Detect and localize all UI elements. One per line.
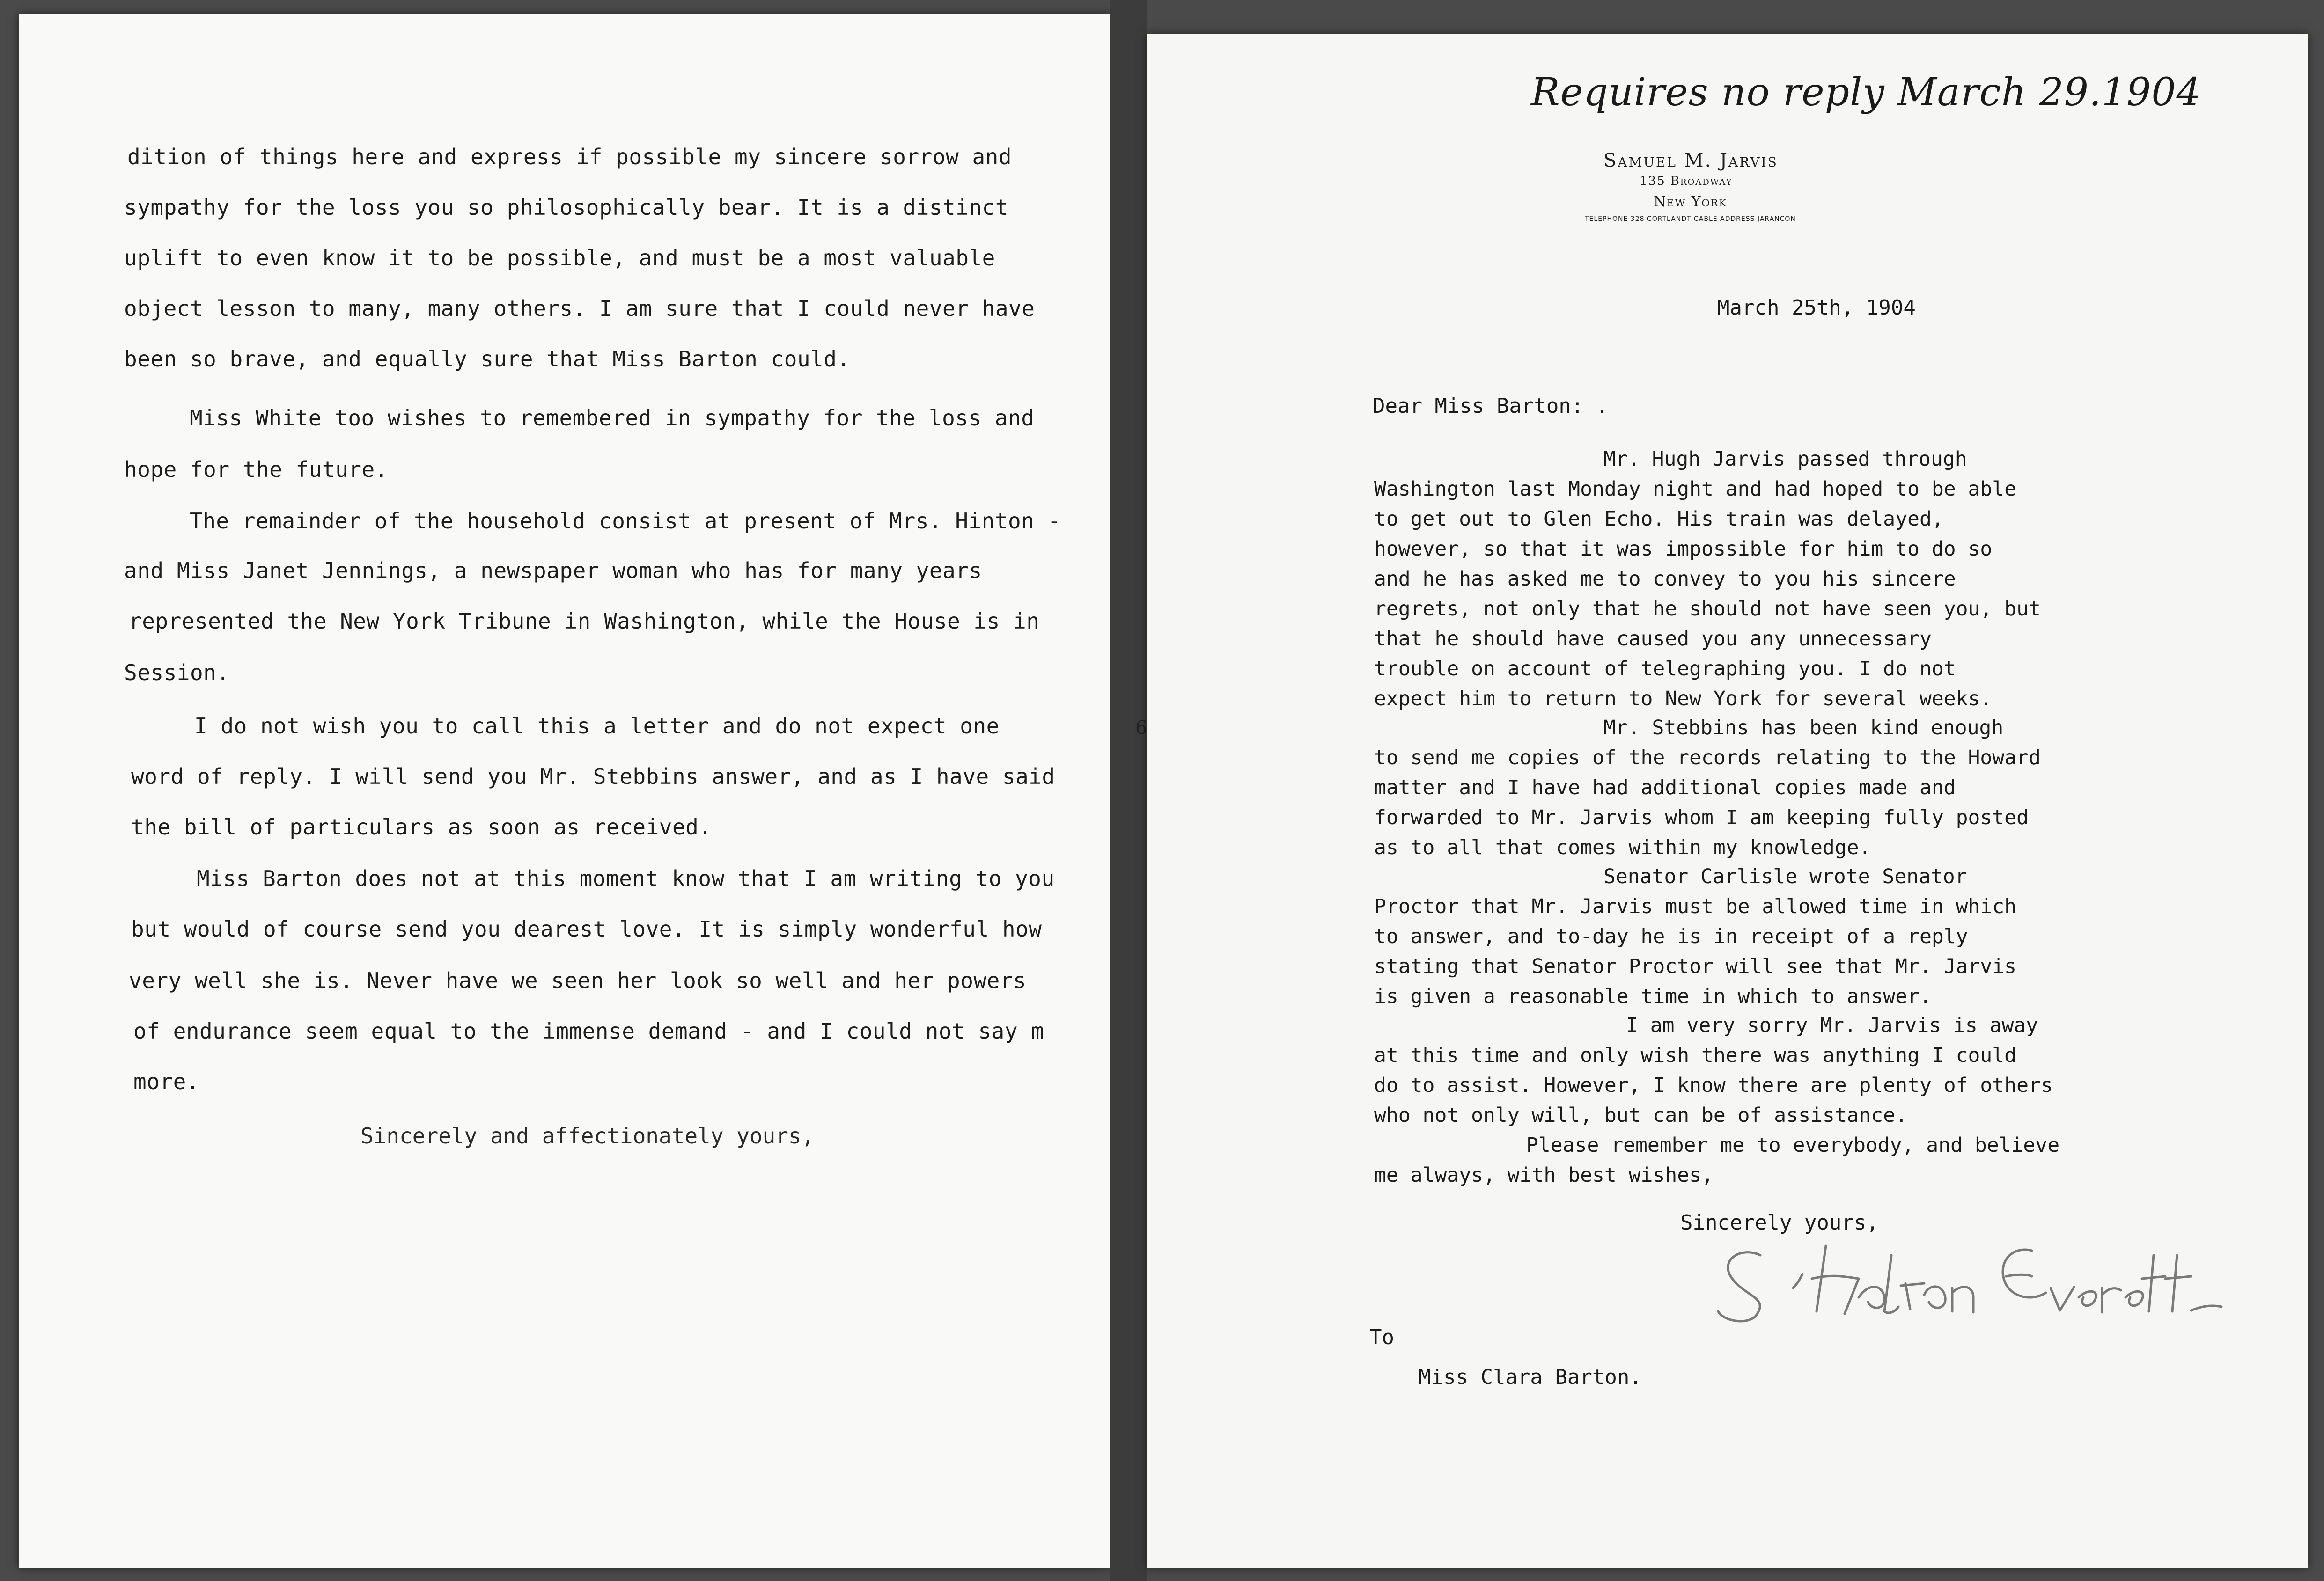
left-line: object lesson to many, many others. I am sure that I could never have — [124, 296, 1035, 321]
left-line: of endurance seem equal to the immense demand - and I could not say m — [133, 1018, 1044, 1044]
body-line: who not only will, but can be of assistance. — [1374, 1104, 1908, 1127]
salutation: Dear Miss Barton: . — [1373, 394, 1609, 418]
left-line: I do not wish you to call this a letter and do not expect one — [194, 713, 1000, 739]
handwritten-annotation: Requires no reply March 29.1904 — [1531, 70, 2201, 115]
left-line: sympathy for the loss you so philosophically bear. It is a distinct — [124, 195, 1009, 220]
body-line: trouble on account of telegraphing you. I do not — [1374, 657, 1956, 681]
body-line: to get out to Glen Echo. His train was delayed, — [1374, 507, 1944, 531]
recipient-name: Miss Clara Barton. — [1419, 1365, 1642, 1389]
body-line: stating that Senator Proctor will see that Mr. Jarvis — [1374, 955, 2017, 978]
body-line: that he should have caused you any unnecessary — [1374, 627, 1932, 651]
left-line: hope for the future. — [124, 457, 388, 482]
gutter-mark: 6 — [1135, 717, 1147, 739]
left-line: but would of course send you dearest love. It is simply wonderful how — [131, 916, 1042, 942]
letterhead-name: Samuel M. Jarvis — [1603, 150, 1778, 171]
book-gutter — [1110, 0, 1147, 1581]
body-line: to send me copies of the records relating to the Howard — [1374, 746, 2041, 769]
letterhead-address-city: New York — [1654, 194, 1728, 210]
body-line: me always, with best wishes, — [1374, 1164, 1714, 1187]
letterhead-telephone: TELEPHONE 328 CORTLANDT CABLE ADDRESS JARANCON — [1585, 215, 1796, 223]
body-line: Please remember me to everybody, and believe — [1526, 1134, 2060, 1157]
signature-image — [1704, 1227, 2228, 1325]
letter-date: March 25th, 1904 — [1717, 296, 1916, 320]
left-line: more. — [133, 1069, 199, 1094]
left-line: Miss White too wishes to remembered in sympathy for the loss and — [190, 405, 1035, 431]
left-closing: Sincerely and affectionately yours, — [360, 1123, 815, 1149]
left-line: uplift to even know it to be possible, and must be a most valuable — [124, 245, 995, 271]
body-line: Proctor that Mr. Jarvis must be allowed time in which — [1374, 895, 2017, 918]
body-line: regrets, not only that he should not have seen you, but — [1374, 597, 2041, 621]
to-label: To — [1369, 1325, 1394, 1349]
left-line: the bill of particulars as soon as received. — [131, 814, 712, 840]
left-line: dition of things here and express if possible my sincere sorrow and — [127, 144, 1012, 169]
right-letter-page — [1147, 34, 2308, 1568]
body-line: however, so that it was impossible for him to do so — [1374, 537, 1993, 561]
left-line: Miss Barton does not at this moment know that I am writing to you — [197, 866, 1055, 891]
body-line: do to assist. However, I know there are plenty of others — [1374, 1074, 2053, 1097]
body-line: and he has asked me to convey to you his sincere — [1374, 567, 1956, 591]
left-line: represented the New York Tribune in Washington, while the House is in — [129, 608, 1040, 634]
left-line: Session. — [124, 660, 230, 685]
body-line: Mr. Stebbins has been kind enough — [1603, 716, 2004, 739]
letterhead-address-street: 135 Broadway — [1640, 174, 1733, 188]
body-line: Senator Carlisle wrote Senator — [1603, 865, 1967, 888]
body-line: to answer, and to-day he is in receipt of a reply — [1374, 925, 1968, 948]
body-line: is given a reasonable time in which to answer. — [1374, 985, 1932, 1008]
left-line: very well she is. Never have we seen her look so well and her powers — [129, 968, 1027, 993]
letter-closing: Sincerely yours, — [1680, 1211, 1879, 1235]
body-line: matter and I have had additional copies made and — [1374, 776, 1956, 799]
left-line: The remainder of the household consist at present of Mrs. Hinton - — [190, 508, 1061, 534]
body-line: Mr. Hugh Jarvis passed through — [1603, 447, 1967, 471]
body-line: I am very sorry Mr. Jarvis is away — [1626, 1014, 2038, 1037]
left-line: been so brave, and equally sure that Miss Barton could. — [124, 346, 850, 372]
body-line: forwarded to Mr. Jarvis whom I am keeping fully posted — [1374, 806, 2029, 829]
left-letter-page — [19, 14, 1110, 1568]
body-line: expect him to return to New York for several weeks. — [1374, 687, 1993, 710]
body-line: Washington last Monday night and had hoped to be able — [1374, 477, 2017, 501]
left-line: and Miss Janet Jennings, a newspaper woman who has for many years — [124, 558, 982, 583]
left-line: word of reply. I will send you Mr. Stebbins answer, and as I have said — [131, 764, 1055, 789]
body-line: at this time and only wish there was anything I could — [1374, 1044, 2017, 1067]
body-line: as to all that comes within my knowledge. — [1374, 836, 1871, 859]
